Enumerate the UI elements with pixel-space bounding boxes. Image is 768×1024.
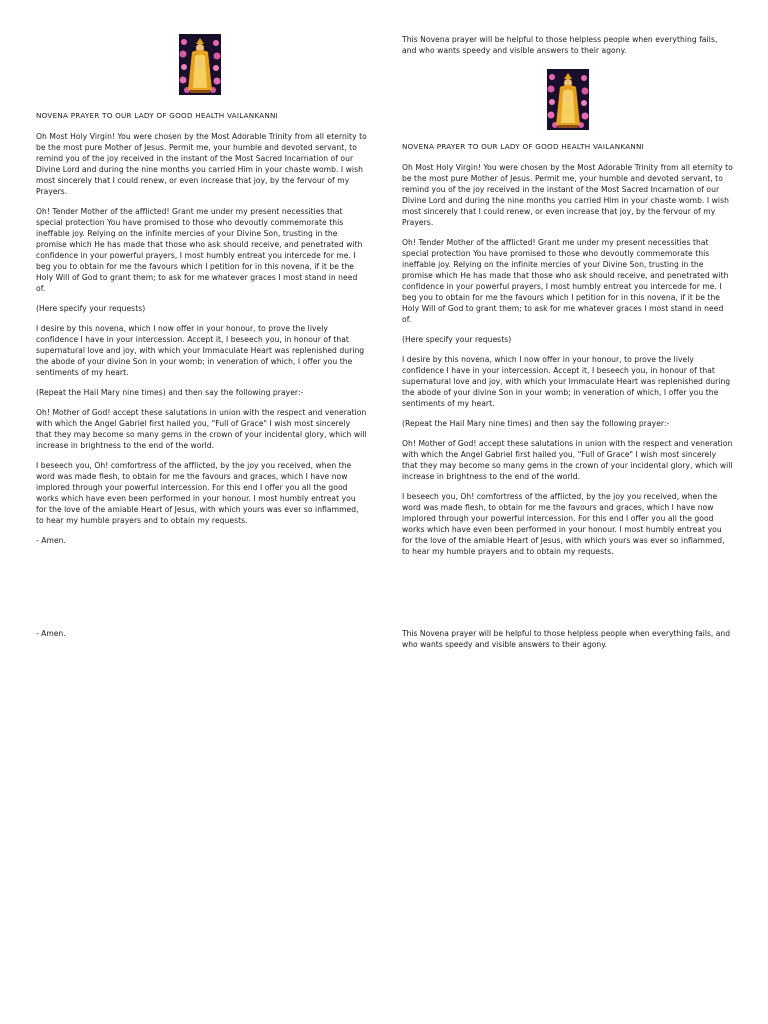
our-lady-picture [547, 69, 589, 130]
right-footer [402, 628, 734, 650]
prayer-title: NOVENA PRAYER TO OUR LADY OF GOOD HEALTH VAILANKANNI [402, 142, 645, 151]
prayer-paragraph: (Here specify your requests) [402, 335, 512, 344]
prayer-paragraph: Oh! Tender Mother of the afflicted! Grant me under my present necessities that special protection You have promised to those who devoutly commemorate this ineffable joy. Relying on the infinite mercies of your Divine Son, trusting in the promise which He has made that those who ask should receive, and penetrated with confidence in your powerful prayers, I most humbly entreat you intercede for me. I beg you to obtain for me the favours which I petition for in this novena, if it be the Holy Will of God to grant them; to ask for me whatever graces I most stand in need of. [402, 238, 729, 324]
amen-text: - Amen. [36, 536, 66, 545]
our-lady-vailankanni-picture [547, 69, 589, 130]
prayer-paragraph: Oh! Tender Mother of the afflicted! Grant me under my present necessities that special protection You have promised to those who devoutly commemorate this ineffable joy. Relying on the infinite mercies of your Divine Son, trusting in the promise which He has made that those who ask should receive, and penetrated with confidence in your powerful prayers, I most humbly entreat you intercede for me. I beg you to obtain for me the favours which I petition for in this novena, if it be the Holy Will of God to grant them; to ask for me whatever graces I most stand in need of. [36, 207, 363, 293]
prayer-paragraph: I beseech you, Oh! comfortress of the afflicted, by the joy you received, when the word was made flesh, to obtain for me the favours and graces, which I have now implored through your powerful intercession. For this end I offer you all the good works which have even been performed in your honour. I most humbly entreat you for the love of the amiable Heart of Jesus, with which yours was ever so inflammed, to hear my humble prayers and to obtain my requests. [36, 461, 359, 525]
prayer-paragraph: Oh! Mother of God! accept these salutations in union with the respect and veneration with which the Angel Gabriel first hailed you, "Full of Grace" I wish most sincerely that they may become so many gems in the crown of your incidental glory, which will increase in brightness to the end of the world. [402, 439, 733, 481]
amen-text: - Amen. [36, 629, 66, 638]
our-lady-picture [179, 34, 221, 95]
prayer-paragraph: Oh Most Holy Virgin! You were chosen by the Most Adorable Trinity from all eternity to be the most pure Mother of Jesus. Permit me, your humble and devoted servant, to remind you of the joy received in the instant of the Most Sacred Incarnation of our Divine Lord and during the nine months you carried Him in your chaste womb. I wish most sincerely that I could renew, or even increase that joy, by the fervour of my Prayers. [402, 163, 733, 227]
left-footer [36, 628, 368, 639]
prayer-paragraph: I beseech you, Oh! comfortress of the afflicted, by the joy you received, when the word was made flesh, to obtain for me the favours and graces, which I have now implored through your powerful intercession. For this end I offer you all the good works which have even been performed in your honour. I most humbly entreat you for the love of the amiable Heart of Jesus, with which yours was ever so inflammed, to hear my humble prayers and to obtain my requests. [402, 492, 725, 556]
prayer-paragraph: I desire by this novena, which I now offer in your honour, to prove the lively confidence I have in your intercession. Accept it, I beseech you, in honour of that supernatural love and joy, with which your Immaculate Heart was replenished during the abode of your divine Son in your womb; in veneration of which, I offer you the sentiments of my heart. [402, 355, 731, 408]
our-lady-vailankanni-picture [179, 34, 221, 95]
intro-note: This Novena prayer will be helpful to those helpless people when everything fails, and who wants speedy and visible answers to their agony. [402, 629, 731, 649]
right-column [402, 34, 734, 566]
left-column [36, 34, 368, 555]
prayer-paragraph: (Here specify your requests) [36, 304, 146, 313]
prayer-title: NOVENA PRAYER TO OUR LADY OF GOOD HEALTH VAILANKANNI [36, 111, 279, 120]
prayer-paragraph: I desire by this novena, which I now offer in your honour, to prove the lively confidence I have in your intercession. Accept it, I beseech you, in honour of that supernatural love and joy, with which your Immaculate Heart was replenished during the abode of your divine Son in your womb; in veneration of which, I offer you the sentiments of my heart. [36, 324, 365, 377]
prayer-paragraph: Oh Most Holy Virgin! You were chosen by the Most Adorable Trinity from all eternity to be the most pure Mother of Jesus. Permit me, your humble and devoted servant, to remind you of the joy received in the instant of the Most Sacred Incarnation of our Divine Lord and during the nine months you carried Him in your chaste womb. I wish most sincerely that I could renew, or even increase that joy, by the fervour of my Prayers. [36, 132, 367, 196]
prayer-paragraph: Oh! Mother of God! accept these salutations in union with the respect and veneration with which the Angel Gabriel first hailed you, "Full of Grace" I wish most sincerely that they may become so many gems in the crown of your incidental glory, which will increase in brightness to the end of the world. [36, 408, 367, 450]
prayer-paragraph: (Repeat the Hail Mary nine times) and then say the following prayer:- [402, 419, 670, 428]
prayer-paragraph: (Repeat the Hail Mary nine times) and then say the following prayer:- [36, 388, 304, 397]
intro-note: This Novena prayer will be helpful to those helpless people when everything fails, and who wants speedy and visible answers to their agony. [402, 35, 718, 55]
